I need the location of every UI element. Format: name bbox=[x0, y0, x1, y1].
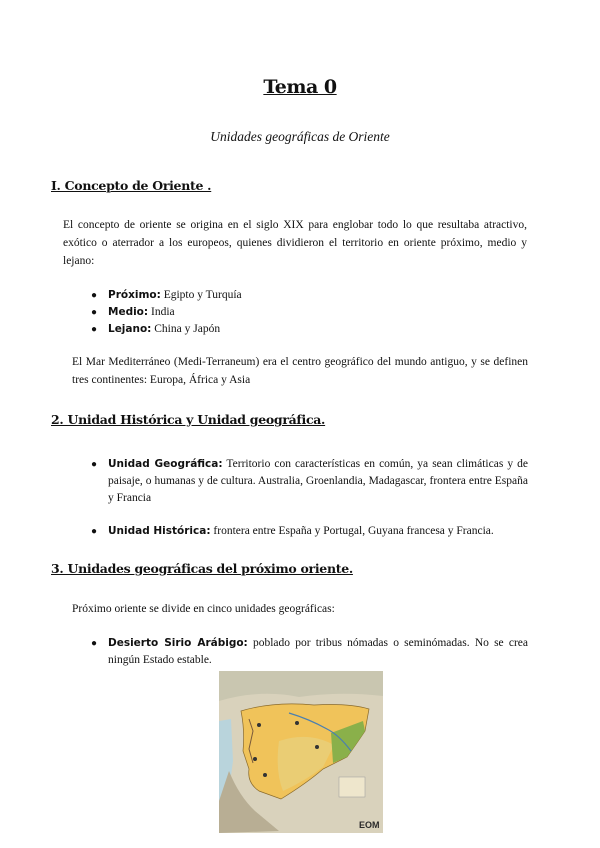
list-item bbox=[91, 321, 528, 338]
bullet-icon: ● bbox=[91, 307, 98, 318]
section-1-intro: El concepto de oriente se origina en el siglo XIX para englobar todo lo que resultaba atractivo, exótico o aterrador a los europeos, quienes dividieron el territorio en oriente próximo, medio y lejano: bbox=[63, 219, 527, 267]
map-city-marker bbox=[315, 745, 319, 749]
list-item-text: Territorio con características en común, ya sean climáticas y de paisaje, o humanas y de cultura. Australia, Groenlandia, Madagascar, frontera entre España y Francia bbox=[108, 458, 528, 504]
list-item-term: Desierto Sirio Arábigo: bbox=[108, 637, 248, 649]
list-item bbox=[91, 287, 528, 304]
map-city-marker bbox=[257, 723, 261, 727]
bullet-icon: ● bbox=[91, 324, 98, 335]
list-item bbox=[91, 523, 528, 540]
section-2-list bbox=[91, 456, 528, 540]
list-item-text: Egipto y Turquía bbox=[160, 289, 242, 301]
syria-map bbox=[219, 671, 383, 833]
section-3-heading: 3. Unidades geográficas del próximo oriente. bbox=[51, 561, 353, 576]
page-title: Tema 0 bbox=[263, 76, 337, 98]
section-1-list bbox=[91, 287, 528, 338]
list-item-term: Lejano: bbox=[108, 323, 152, 335]
list-item-term: Unidad Geográfica: bbox=[108, 458, 223, 470]
list-item-term: Próximo: bbox=[108, 289, 161, 301]
bullet-icon: ● bbox=[91, 526, 98, 537]
list-item-text: India bbox=[148, 306, 175, 318]
section-2-heading: 2. Unidad Histórica y Unidad geográfica. bbox=[51, 412, 326, 427]
map-city-marker bbox=[253, 757, 257, 761]
list-item-term: Unidad Histórica: bbox=[108, 525, 211, 537]
page-subtitle: Unidades geográficas de Oriente bbox=[210, 129, 390, 144]
list-item-text: poblado por tribus nómadas o seminómadas. No se crea ningún Estado estable. bbox=[108, 637, 528, 666]
section-1-heading: I. Concepto de Oriente . bbox=[51, 178, 212, 193]
list-item bbox=[91, 456, 528, 507]
section-3-list bbox=[91, 635, 528, 669]
map-watermark: EOM bbox=[359, 820, 380, 830]
section-3-intro: Próximo oriente se divide en cinco unidades geográficas: bbox=[72, 603, 335, 615]
bullet-icon: ● bbox=[91, 459, 98, 470]
list-item-term: Medio: bbox=[108, 306, 149, 318]
list-item-text: frontera entre España y Portugal, Guyana francesa y Francia. bbox=[210, 525, 494, 537]
map-legend-box bbox=[339, 777, 365, 797]
bullet-icon: ● bbox=[91, 638, 98, 649]
section-1-outro: El Mar Mediterráneo (Medi-Terraneum) era el centro geográfico del mundo antiguo, y se definen tres continentes: Europa, África y Asia bbox=[72, 356, 528, 386]
map-city-marker bbox=[295, 721, 299, 725]
bullet-icon: ● bbox=[91, 290, 98, 301]
map-city-marker bbox=[263, 773, 267, 777]
list-item-text: China y Japón bbox=[151, 323, 221, 335]
syria-map-figure bbox=[219, 671, 383, 833]
list-item bbox=[91, 304, 528, 321]
list-item bbox=[91, 635, 528, 669]
